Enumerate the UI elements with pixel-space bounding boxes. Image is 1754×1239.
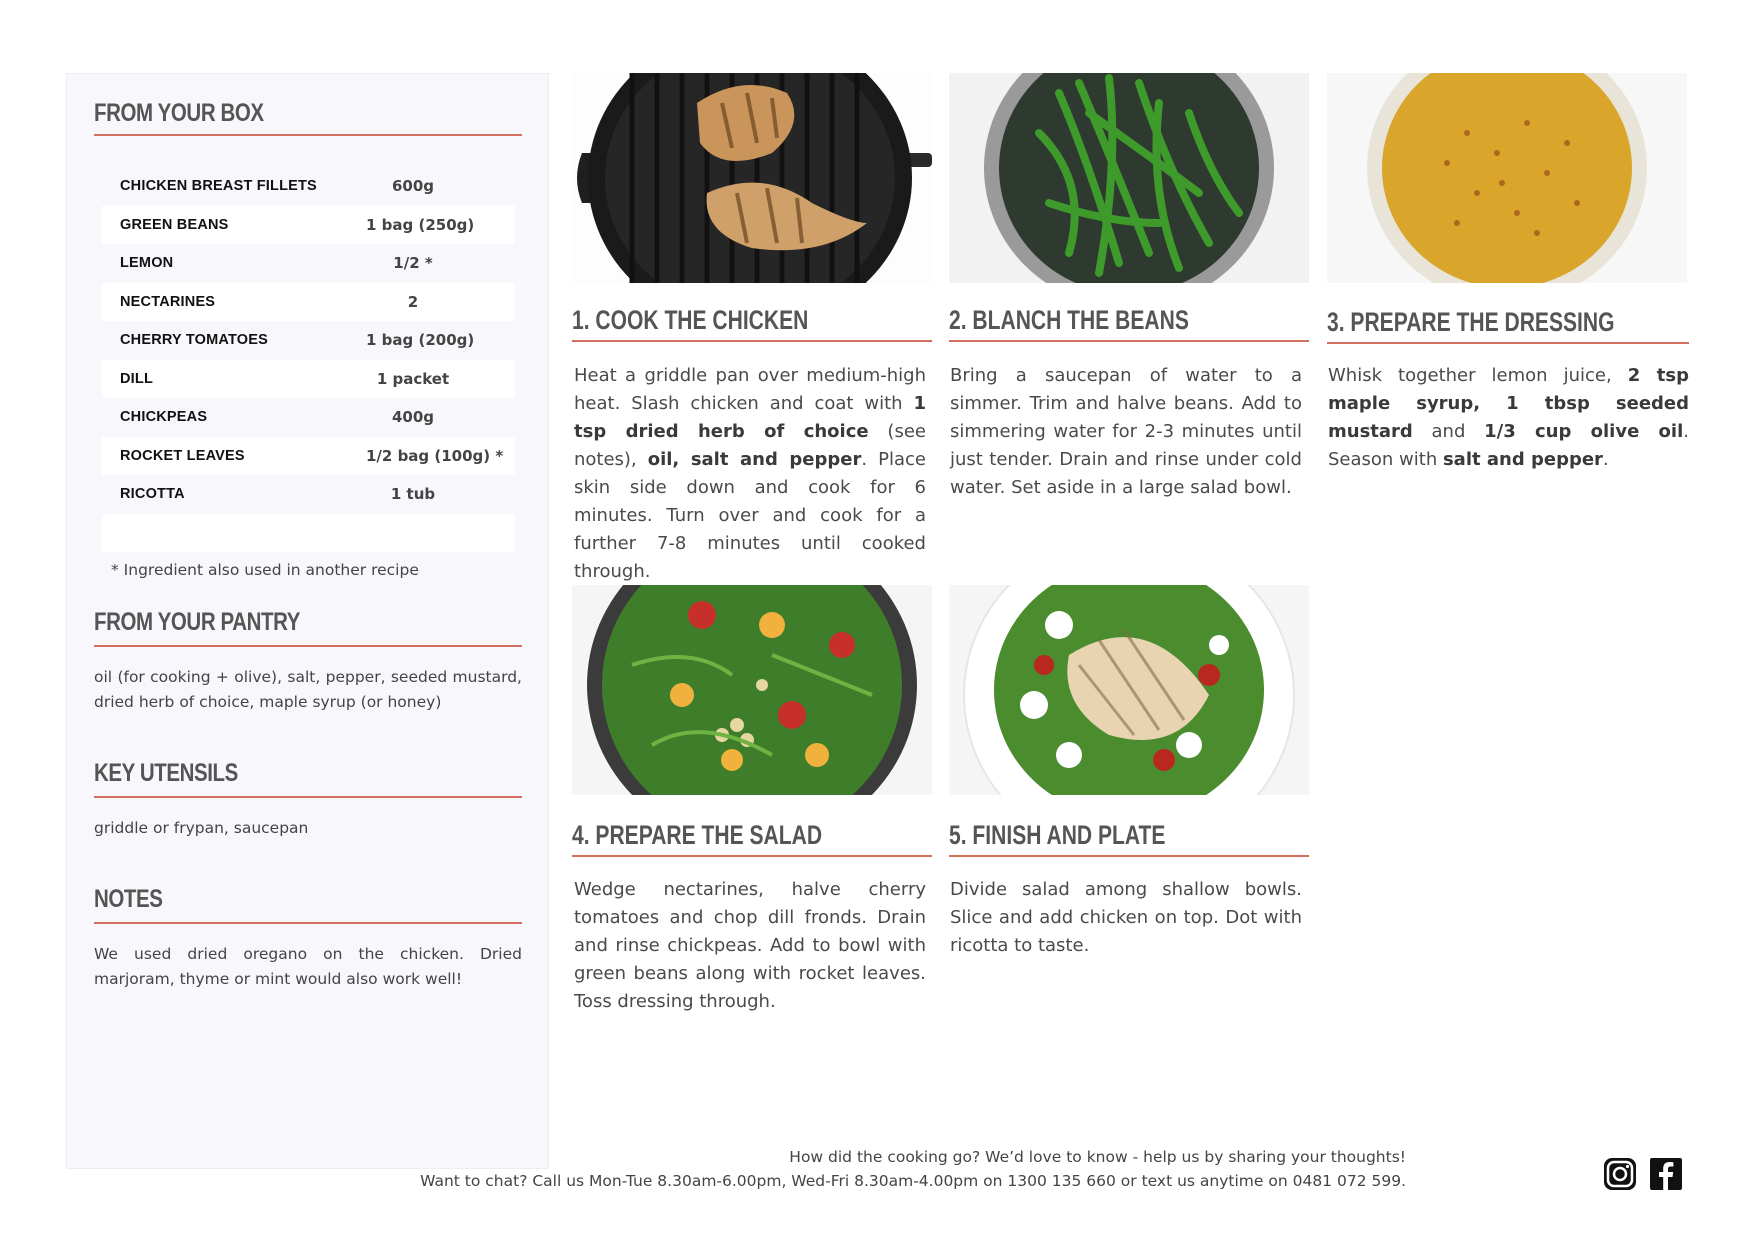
salad-bowl-photo (572, 585, 932, 795)
step-1-title: 1. COOK THE CHICKEN (572, 305, 809, 335)
ingredient-qty: 2 (407, 292, 419, 311)
step-3-text-part: Whisk together lemon juice, (1328, 365, 1628, 386)
ingredient-name: ROCKET LEAVES (120, 447, 245, 464)
section-rule (94, 645, 522, 647)
step-1-text-part: . Place skin side down and cook for 6 minutes. Turn over and cook for a further 7-8 minutes until cooked through. (574, 449, 926, 582)
step-3-text-bold: salt and pepper (1442, 449, 1603, 470)
from-your-pantry-heading: FROM YOUR PANTRY (94, 608, 301, 636)
ingredient-row (102, 167, 515, 206)
ingredient-name: LEMON (120, 255, 174, 272)
step-5-text-part: Divide salad among shallow bowls. Slice and add chicken on top. Dot with ricotta to taste. (950, 879, 1302, 956)
ingredient-footnote: * Ingredient also used in another recipe (111, 561, 419, 579)
pantry-text: oil (for cooking + olive), salt, pepper, seeded mustard, dried herb of choice, maple syrup (or honey) (94, 668, 522, 711)
step-rule (1327, 342, 1689, 344)
ingredient-qty: 1 bag (250g) (366, 215, 475, 234)
ingredient-row (102, 475, 515, 514)
section-rule (94, 922, 522, 924)
step-3-text-part: . (1602, 449, 1609, 470)
step-rule (949, 855, 1309, 857)
step-3-title: 3. PREPARE THE DRESSING (1327, 307, 1615, 337)
beans-saucepan-photo (949, 73, 1309, 283)
step-5-text (950, 876, 1302, 960)
step-2-title: 2. BLANCH THE BEANS (949, 305, 1189, 335)
ingredient-row (102, 360, 515, 399)
step-4-text-part: Wedge nectarines, halve cherry tomatoes and chop dill fronds. Drain and rinse chickpeas. Add to bowl with green beans along with rocket leaves. Toss dressing through. (574, 879, 926, 1012)
step-2-text-part: Bring a saucepan of water to a simmer. Trim and halve beans. Add to simmering water for 2-3 minutes until just tender. Drain and rinse under cold water. Set aside in a large salad bowl. (950, 365, 1302, 498)
ingredient-qty: 1 packet (376, 369, 450, 388)
step-rule (572, 855, 932, 857)
step-5-title: 5. FINISH AND PLATE (949, 820, 1166, 850)
ingredients-table (102, 167, 515, 552)
notes-heading: NOTES (94, 885, 163, 913)
ingredient-row (102, 437, 515, 476)
ingredient-name: GREEN BEANS (120, 216, 229, 233)
step-rule (572, 340, 932, 342)
step-3-text-part: . Season with (1328, 421, 1689, 470)
ingredient-qty: 400g (391, 408, 435, 427)
step-2-text (950, 362, 1302, 502)
ingredient-name: DILL (120, 370, 154, 387)
key-utensils-heading: KEY UTENSILS (94, 759, 238, 787)
step-1-text (574, 362, 926, 586)
ingredient-row (102, 244, 515, 283)
step-rule (949, 340, 1309, 342)
plated-salad-photo (949, 585, 1309, 795)
dressing-bowl-photo (1327, 73, 1687, 283)
ingredient-qty: 1/2 * (393, 254, 433, 273)
ingredient-name: CHICKPEAS (120, 409, 208, 426)
utensils-text: griddle or frypan, saucepan (94, 819, 309, 837)
ingredients-sidebar (66, 73, 549, 1169)
ingredient-name: NECTARINES (120, 293, 216, 310)
step-4-title: 4. PREPARE THE SALAD (572, 820, 823, 850)
step-4-text (574, 876, 926, 1016)
contact-line: Want to chat? Call us Mon-Tue 8.30am-6.00pm, Wed-Fri 8.30am-4.00pm on 1300 135 660 or text us anytime on 0481 072 599. (420, 1172, 1406, 1190)
step-3-text-bold: 2 tsp maple syrup, 1 tbsp seeded mustard (1328, 365, 1689, 442)
notes-text: We used dried oregano on the chicken. Dried marjoram, thyme or mint would also work well! (94, 945, 522, 988)
ingredient-qty: 600g (391, 177, 435, 196)
feedback-line: How did the cooking go? We’d love to know - help us by sharing your thoughts! (789, 1148, 1406, 1166)
ingredient-name: RICOTTA (120, 486, 185, 503)
ingredient-qty: 1 tub (390, 485, 436, 504)
section-rule (94, 134, 522, 136)
ingredient-row (102, 321, 515, 360)
ingredient-name: CHERRY TOMATOES (120, 332, 269, 349)
ingredient-row (102, 398, 515, 437)
ingredient-row (102, 206, 515, 245)
ingredient-row-empty (102, 514, 515, 553)
step-1-text-bold: oil, salt and pepper (647, 449, 862, 470)
step-1-text-part: Heat a griddle pan over medium-high heat. Slash chicken and coat with (574, 365, 926, 414)
ingredient-qty: 1/2 bag (100g) * (366, 446, 504, 465)
facebook-icon[interactable] (1648, 1156, 1684, 1192)
step-1-text-part: (see notes), (574, 421, 926, 470)
ingredient-name: CHICKEN BREAST FILLETS (120, 178, 317, 195)
ingredient-row (102, 283, 515, 322)
step-3-text-part: and (1412, 421, 1485, 442)
from-your-box-heading: FROM YOUR BOX (94, 99, 264, 127)
ingredient-qty: 1 bag (200g) (366, 331, 475, 350)
chicken-griddle-photo (572, 73, 932, 283)
instagram-icon[interactable] (1602, 1156, 1638, 1192)
step-3-text-bold: 1/3 cup olive oil (1484, 421, 1684, 442)
step-3-text (1328, 362, 1689, 474)
section-rule (94, 796, 522, 798)
step-1-text-bold: 1 tsp dried herb of choice (574, 393, 926, 442)
